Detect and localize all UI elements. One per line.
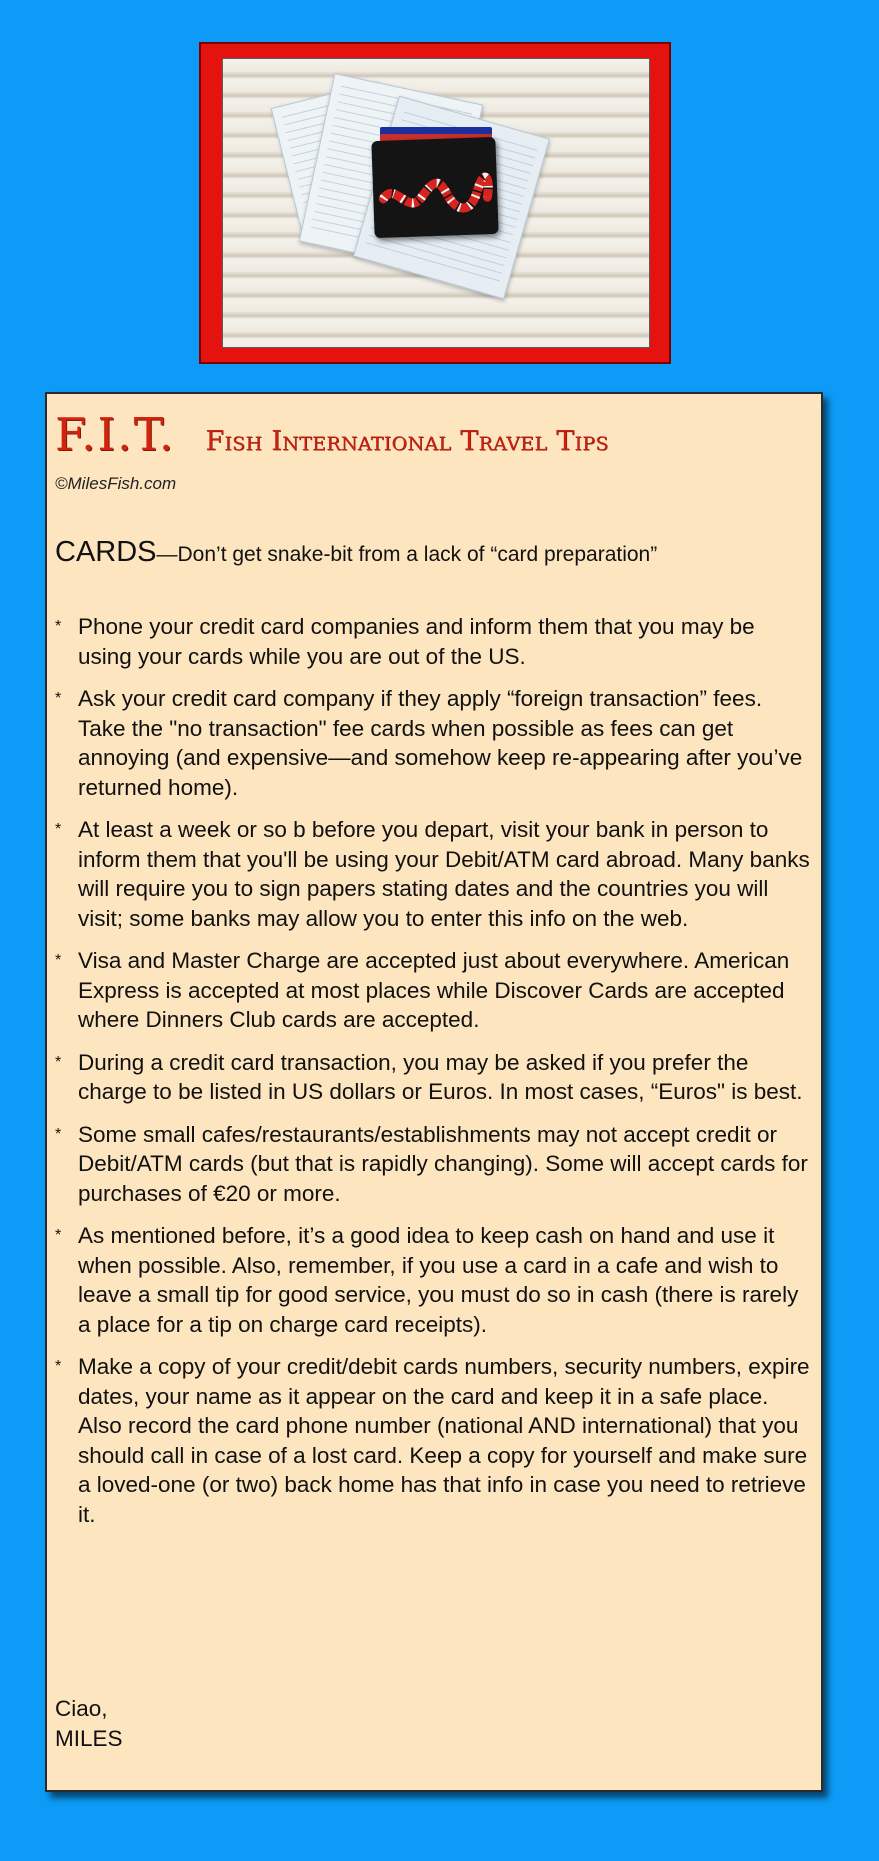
tip-text: During a credit card transaction, you may be asked if you prefer the charge to be listed in US dollars or Euros. In most cases, “Euros" is best. xyxy=(78,1049,803,1104)
snake-pattern-icon xyxy=(371,137,498,238)
closing xyxy=(55,1694,123,1753)
bullet-icon: * xyxy=(55,1125,62,1143)
section-title: CARDS xyxy=(55,536,157,568)
page-subtitle: Fish International Travel Tips xyxy=(205,426,609,457)
tip-text: At least a week or so b before you depart, visit your bank in person to inform them that you'll be using your Debit/ATM card abroad. Many banks will require you to sign papers stating dates and the countries you will visit; some banks may allow you to enter this info on the web. xyxy=(78,817,810,931)
copyright-text: ©MilesFish.com xyxy=(55,474,177,493)
list-item xyxy=(55,815,811,933)
tips-panel xyxy=(45,392,823,1792)
list-item xyxy=(55,612,811,671)
tip-text: As mentioned before, it’s a good idea to keep cash on hand and use it when possible. Also, remember, if you use a card in a cafe and wish to leave a small tip for good service, you must do so in cash (there is rarely a place for a tip on charge card receipts). xyxy=(78,1223,799,1337)
tip-text: Make a copy of your credit/debit cards numbers, security numbers, expire dates, your name as it appear on the card and keep it in a safe place. Also record the card phone number (national AND international) that you should call in case of a lost card. Keep a copy for yourself and make sure a loved-one (or two) back home has that info in case you need to retrieve it. xyxy=(78,1354,810,1527)
page-title: F.I.T. xyxy=(55,408,176,461)
bullet-icon: * xyxy=(55,690,62,707)
bullet-icon: * xyxy=(55,821,62,838)
tip-text: Some small cafes/restaurants/establishments may not accept credit or Debit/ATM cards (but that is rapidly changing). Some will accept cards for purchases of €20 or more. xyxy=(78,1121,808,1206)
bullet-icon: * xyxy=(55,952,62,969)
tips-list xyxy=(55,612,811,1542)
closing-greeting: Ciao, xyxy=(55,1696,108,1721)
tip-text: Phone your credit card companies and inform them that you may be using your cards while you are out of the US. xyxy=(78,614,755,669)
bullet-icon: * xyxy=(55,1053,62,1071)
list-item xyxy=(55,1352,811,1529)
wallet-photo xyxy=(222,58,650,348)
title-row xyxy=(55,408,609,461)
section-heading xyxy=(55,536,815,569)
list-item xyxy=(55,684,811,802)
bullet-icon: * xyxy=(55,1227,62,1244)
photo-frame xyxy=(199,42,671,364)
section-subtitle: —Don’t get snake-bit from a lack of “card preparation” xyxy=(156,543,658,566)
tip-text: Ask your credit card company if they apply “foreign transaction” fees. Take the "no transaction" fee cards when possible as fees can get annoying (and expensive—and somehow keep re-appearing after you’ve returned home). xyxy=(78,686,803,800)
tip-text: Visa and Master Charge are accepted just about everywhere. American Express is accepted at most places while Discover Cards are accepted where Dinners Club cards are accepted. xyxy=(78,948,790,1032)
closing-signature: MILES xyxy=(55,1725,123,1751)
list-item xyxy=(55,946,811,1035)
list-item xyxy=(55,1221,811,1339)
list-item xyxy=(55,1120,811,1209)
list-item xyxy=(55,1048,811,1107)
bullet-icon: * xyxy=(55,618,62,635)
bullet-icon: * xyxy=(55,1358,62,1375)
